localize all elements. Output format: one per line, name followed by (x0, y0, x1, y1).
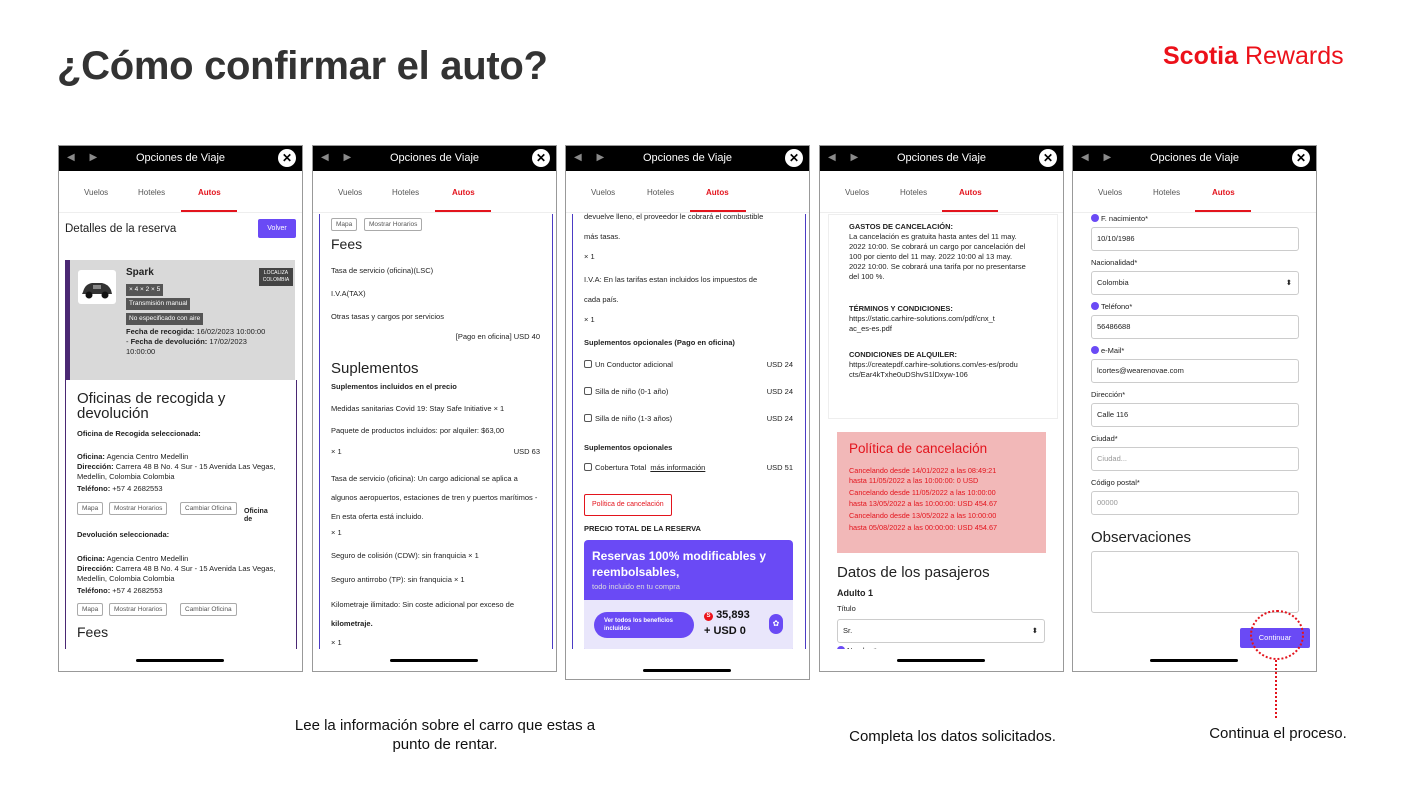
show-hours-button[interactable]: Mostrar Horarios (109, 502, 167, 515)
phone-label-2: Teléfono: (77, 586, 111, 595)
highlight-circle (1250, 610, 1304, 660)
tab-autos[interactable]: Autos (959, 188, 982, 197)
tab-vuelos[interactable]: Vuelos (84, 188, 109, 197)
brand-bold: Scotia (1163, 42, 1239, 70)
company-logo: LOCALIZA COLOMBIA (259, 268, 293, 286)
office-side-note: Oficina de (244, 508, 268, 523)
observations-textarea[interactable] (1091, 551, 1299, 613)
tax-text-1: I.V.A: En las tarifas estan incluidos los impuestos de (584, 275, 758, 284)
tab-hoteles[interactable]: Hoteles (138, 188, 166, 197)
adult-label: Adulto 1 (837, 588, 873, 598)
home-indicator (566, 649, 809, 679)
back-button[interactable]: Volver (258, 219, 296, 238)
birth-label (1091, 214, 1148, 223)
points-icon: S (704, 612, 713, 621)
cancel-policy-button[interactable]: Política de cancelación (584, 494, 672, 516)
return-label: Fecha de devolución: (130, 337, 208, 346)
caption-1: Lee la información sobre el carro que estas a punto de rentar. (294, 717, 596, 753)
tab-vuelos[interactable]: Vuelos (1098, 188, 1123, 197)
close-icon[interactable]: ✕ (785, 149, 803, 167)
rental-url[interactable]: https://createpdf.carhire-solutions.com/es-es/products/Ear4kTxhe0uDShvS1lDxyw-106 (849, 360, 1018, 379)
car-card (65, 260, 295, 380)
tab-autos[interactable]: Autos (1212, 188, 1235, 197)
nav-arrows-icon[interactable]: ◀ ▶ (1081, 152, 1118, 163)
option-seat-1-3-label: Silla de niño (1-3 años) (595, 414, 673, 423)
dates-info: Fecha de recogida: 16/02/2023 10:00:00 - Fecha de devolución: 17/02/2023 10:00:00 (126, 327, 266, 356)
supplement-item-1: Medidas sanitarias Covid 19: Stay Safe Initiative × 1 (331, 404, 505, 413)
supplement-item-2: Paquete de productos incluidos: por alquiler: $63,00 (331, 426, 505, 435)
tab-bar (59, 171, 302, 213)
window-title: Opciones de Viaje (642, 152, 733, 164)
brand-rest: Rewards (1238, 42, 1344, 70)
home-indicator (313, 649, 556, 671)
birth-input[interactable]: 10/10/1986 (1091, 227, 1299, 251)
supplement-item-2-price: USD 63 (513, 447, 540, 456)
promo-banner (584, 540, 793, 652)
nav-arrows-icon[interactable]: ◀ ▶ (67, 152, 104, 163)
promo-subtitle: todo incluido en tu compra (592, 582, 680, 591)
policy-line-4: hasta 13/05/2022 a las 10:00:00: USD 454.67 (849, 499, 998, 508)
nav-arrows-icon[interactable]: ◀ ▶ (828, 152, 865, 163)
supplement-item-3-qty: × 1 (331, 528, 342, 537)
terms-url[interactable]: https://static.carhire-solutions.com/pdf/cnx_tac_es-es.pdf (849, 314, 995, 333)
show-hours-button-2[interactable]: Mostrar Horarios (109, 603, 167, 616)
address-input[interactable]: Calle 116 (1091, 403, 1299, 427)
tab-hoteles[interactable]: Hoteles (647, 188, 675, 197)
passengers-title: Datos de los pasajeros (837, 564, 990, 581)
included-supplements-title: Suplementos incluidos en el precio (331, 382, 457, 391)
window-titlebar (59, 146, 302, 171)
address-label: Dirección: (77, 462, 114, 471)
address-line-1 (77, 462, 277, 482)
option-seat-1-3[interactable] (584, 414, 672, 424)
email-label (1091, 346, 1124, 355)
window-titlebar (566, 146, 809, 171)
section-title: Detalles de la reserva (65, 223, 177, 235)
cancel-costs-title: GASTOS DE CANCELACIÓN: (849, 222, 954, 231)
office-label: Oficina: (77, 452, 105, 461)
brand-logo (1163, 42, 1344, 71)
optional-title: Suplementos opcionales (584, 443, 673, 452)
title-value: Sr. (843, 626, 853, 635)
nav-arrows-icon[interactable]: ◀ ▶ (574, 152, 611, 163)
terms-title: TÉRMINOS Y CONDICIONES: (849, 304, 953, 313)
highlight-line (1275, 660, 1277, 718)
cancel-policy-panel (837, 432, 1046, 553)
tab-autos[interactable]: Autos (198, 188, 221, 197)
return-office-label: Devolución seleccionada: (77, 530, 170, 539)
car-name: Spark (126, 267, 154, 278)
option-seat-0-1[interactable] (584, 387, 668, 397)
tab-vuelos[interactable]: Vuelos (591, 188, 616, 197)
map-button[interactable]: Mapa (331, 218, 357, 231)
zip-input[interactable]: 00000 (1091, 491, 1299, 515)
fees-title: Fees (77, 624, 109, 640)
tab-autos[interactable]: Autos (706, 188, 729, 197)
caption-2: Completa los datos solicitados. (849, 728, 1056, 745)
nationality-label: Nacionalidad* (1091, 258, 1138, 267)
promo-title: Reservas 100% modificables y reembolsables, (592, 549, 767, 579)
window-titlebar (820, 146, 1063, 171)
nationality-value: Colombia (1097, 278, 1129, 287)
zip-label: Código postal* (1091, 478, 1140, 487)
phone-screen-3 (565, 145, 810, 680)
map-button[interactable]: Mapa (77, 502, 103, 515)
benefits-button[interactable]: Ver todos los beneficios incluidos (594, 612, 694, 638)
pickup-label: Fecha de recogida: (126, 327, 195, 336)
supplement-item-4: Seguro de colisión (CDW): sin franquicia × 1 (331, 551, 479, 560)
rental-title: CONDICIONES DE ALQUILER: (849, 350, 958, 359)
fee-line-1: Tasa de servicio (oficina)(LSC) (331, 266, 434, 275)
option-full-coverage[interactable] (584, 463, 705, 473)
option-full-coverage-price: USD 51 (766, 463, 793, 472)
return-value: 17/02/2023 10:00:00 (126, 337, 247, 356)
title-label: Título (837, 604, 856, 613)
fuel-text-1: devuelve lleno, el proveedor le cobrará el combustible (584, 212, 764, 221)
city-input[interactable]: Ciudad... (1091, 447, 1299, 471)
phone-screen-5 (1072, 145, 1317, 672)
tab-bar (313, 171, 556, 213)
phone-value-2: +57 4 2682553 (112, 586, 163, 595)
nav-arrows-icon[interactable]: ◀ ▶ (321, 152, 358, 163)
checkbox[interactable] (584, 463, 592, 471)
birth-label-text: F. nacimiento* (1101, 214, 1149, 223)
option-seat-0-1-label: Silla de niño (0-1 año) (595, 387, 669, 396)
window-title: Opciones de Viaje (896, 152, 987, 164)
select-arrows-icon: ⬍ (1031, 626, 1038, 635)
points-total (704, 610, 750, 621)
gift-icon[interactable]: ✿ (769, 614, 783, 634)
option-seat-0-1-price: USD 24 (766, 387, 793, 396)
more-info-link[interactable]: más información (650, 463, 706, 472)
nationality-select[interactable] (1091, 271, 1299, 295)
email-label-text: e-Mail* (1101, 346, 1125, 355)
tax-text-2: cada país. (584, 295, 619, 304)
fee-line-3-price: [Pago en oficina] USD 40 (455, 332, 540, 341)
total-title: PRECIO TOTAL DE LA RESERVA (584, 524, 701, 533)
home-indicator (59, 649, 302, 671)
phone-line-1 (77, 484, 163, 494)
supplement-item-6: Kilometraje ilimitado: Sin coste adicional por exceso de (331, 600, 515, 609)
fuel-qty: × 1 (584, 252, 595, 261)
policy-line-3: Cancelando desde 11/05/2022 a las 10:00:00 (849, 488, 996, 497)
option-driver[interactable] (584, 360, 673, 370)
select-arrows-icon: ⬍ (1285, 278, 1292, 287)
pickup-office-label: Oficina de Recogida seleccionada: (77, 429, 201, 438)
screen-content (313, 214, 556, 649)
supplement-item-3: Tasa de servicio (oficina): Un cargo adicional se aplica a algunos aeropuertos, estaciones de tren y puertos marítimos -En esta oferta está incluido. (331, 474, 538, 521)
tab-bar (566, 171, 809, 213)
observations-title: Observaciones (1091, 529, 1192, 546)
fee-line-3: Otras tasas y cargos por servicios (331, 312, 444, 321)
phone-screen-4 (819, 145, 1064, 672)
checkbox[interactable] (584, 360, 592, 368)
offices-title: Oficinas de recogida y devolución (77, 390, 226, 422)
usd-total: + USD 0 (704, 625, 746, 637)
car-image (78, 270, 116, 304)
change-office-button[interactable]: Cambiar Oficina (180, 502, 237, 515)
option-driver-label: Un Conductor adicional (595, 360, 673, 369)
tab-hoteles[interactable]: Hoteles (392, 188, 420, 197)
option-driver-price: USD 24 (766, 360, 793, 369)
screen-content (59, 214, 302, 649)
email-input[interactable]: lcortes@wearenovae.com (1091, 359, 1299, 383)
tab-autos[interactable]: Autos (452, 188, 475, 197)
fuel-badge: No especificado con aire (126, 313, 203, 325)
city-label: Ciudad* (1091, 434, 1118, 443)
title-select[interactable] (837, 619, 1045, 643)
phone-label: Teléfono: (77, 484, 111, 493)
info-icon (1091, 214, 1099, 222)
active-tab-underline (1195, 210, 1251, 212)
address-label: Dirección* (1091, 390, 1126, 399)
tab-bar (820, 171, 1063, 213)
close-icon[interactable]: ✕ (1039, 149, 1057, 167)
caption-3: Continua el proceso. (1209, 725, 1347, 742)
address-value: Carrera 48 B No. 4 Sur - 15 Avenida Las Vegas, Medellin, Colombia Colombia (77, 462, 276, 481)
window-titlebar (313, 146, 556, 171)
supplement-item-6b: kilometraje. (331, 619, 373, 628)
window-title: Opciones de Viaje (135, 152, 226, 164)
active-tab-underline (942, 210, 998, 212)
tab-hoteles[interactable]: Hoteles (1153, 188, 1181, 197)
window-title: Opciones de Viaje (1149, 152, 1240, 164)
option-full-coverage-label: Cobertura Total (595, 463, 647, 472)
phone-screen-1 (58, 145, 303, 672)
phone-line-2 (77, 586, 163, 596)
screen-content (1073, 214, 1316, 649)
supplement-item-5: Seguro antirrobo (TP): sin franquicia × 1 (331, 575, 465, 584)
info-icon (1091, 302, 1099, 310)
office-line-2 (77, 554, 188, 564)
info-icon (1091, 346, 1099, 354)
close-icon[interactable]: ✕ (1292, 149, 1310, 167)
office-label-2: Oficina: (77, 554, 105, 563)
phone-label (1091, 302, 1132, 311)
tab-vuelos[interactable]: Vuelos (338, 188, 363, 197)
tax-qty: × 1 (584, 315, 595, 324)
office-line-1 (77, 452, 188, 462)
supplements-title: Suplementos (331, 360, 419, 377)
supplement-item-2-qty: × 1 (331, 447, 342, 456)
cancel-costs-text: La cancelación es gratuita hasta antes del 11 may. 2022 10:00. Se cobrará un cargo por cancelación del 100 por ciento del 11 may. 2022 10:00 al 13 may. 2022 10:00. Se cobrará una tarifa por no presentarse del 100 %. (849, 232, 1026, 281)
window-titlebar (1073, 146, 1316, 171)
car-features: × 4 × 2 × 5 (126, 284, 163, 296)
phone-label-text: Teléfono* (1101, 302, 1133, 311)
window-title: Opciones de Viaje (389, 152, 480, 164)
policy-line-5: Cancelando desde 13/05/2022 a las 10:00:00 (849, 511, 997, 520)
active-tab-underline (435, 210, 491, 212)
address-value-2: Carrera 48 B No. 4 Sur - 15 Avenida Las Vegas, Medellin, Colombia Colombia (77, 564, 276, 583)
home-indicator (820, 649, 1063, 671)
policy-line-1: Cancelando desde 14/01/2022 a las 08:49:21 (849, 466, 997, 475)
supplement-item-6-qty: × 1 (331, 638, 342, 647)
tab-bar (1073, 171, 1316, 213)
screen-content (820, 214, 1063, 649)
page-title: ¿Cómo confirmar el auto? (57, 44, 548, 88)
fees-title: Fees (331, 236, 363, 252)
fee-line-2: I.V.A(TAX) (331, 289, 366, 298)
phone-value: +57 4 2682553 (112, 484, 163, 493)
tab-vuelos[interactable]: Vuelos (845, 188, 870, 197)
address-label-2: Dirección: (77, 564, 114, 573)
phone-input[interactable]: 56486688 (1091, 315, 1299, 339)
phone-screen-2 (312, 145, 557, 672)
fuel-text-2: más tasas. (584, 232, 621, 241)
transmission-badge: Transmisión manual (126, 298, 190, 310)
show-hours-button[interactable]: Mostrar Horarios (364, 218, 422, 231)
continue-button[interactable]: Continuar (1240, 628, 1310, 648)
policy-line-2: hasta 11/05/2022 a las 10:00:00: 0 USD (849, 476, 979, 485)
address-line-2 (77, 564, 277, 584)
map-button-2[interactable]: Mapa (77, 603, 103, 616)
tab-hoteles[interactable]: Hoteles (900, 188, 928, 197)
checkbox[interactable] (584, 414, 592, 422)
checkbox[interactable] (584, 387, 592, 395)
screen-content (566, 214, 809, 649)
close-icon[interactable]: ✕ (532, 149, 550, 167)
active-tab-underline (181, 210, 237, 212)
policy-line-6: hasta 05/08/2022 a las 00:00:00: USD 454.67 (849, 523, 998, 532)
pickup-value: 16/02/2023 10:00:00 (196, 327, 266, 336)
optional-paid-title: Suplementos opcionales (Pago en oficina) (584, 338, 735, 347)
policy-title: Política de cancelación (849, 441, 988, 456)
points-value: 35,893 (716, 609, 750, 621)
option-seat-1-3-price: USD 24 (766, 414, 793, 423)
close-icon[interactable]: ✕ (278, 149, 296, 167)
office-value: Agencia Centro Medellin (106, 452, 189, 461)
office-value-2: Agencia Centro Medellin (106, 554, 189, 563)
change-office-button-2[interactable]: Cambiar Oficina (180, 603, 237, 616)
